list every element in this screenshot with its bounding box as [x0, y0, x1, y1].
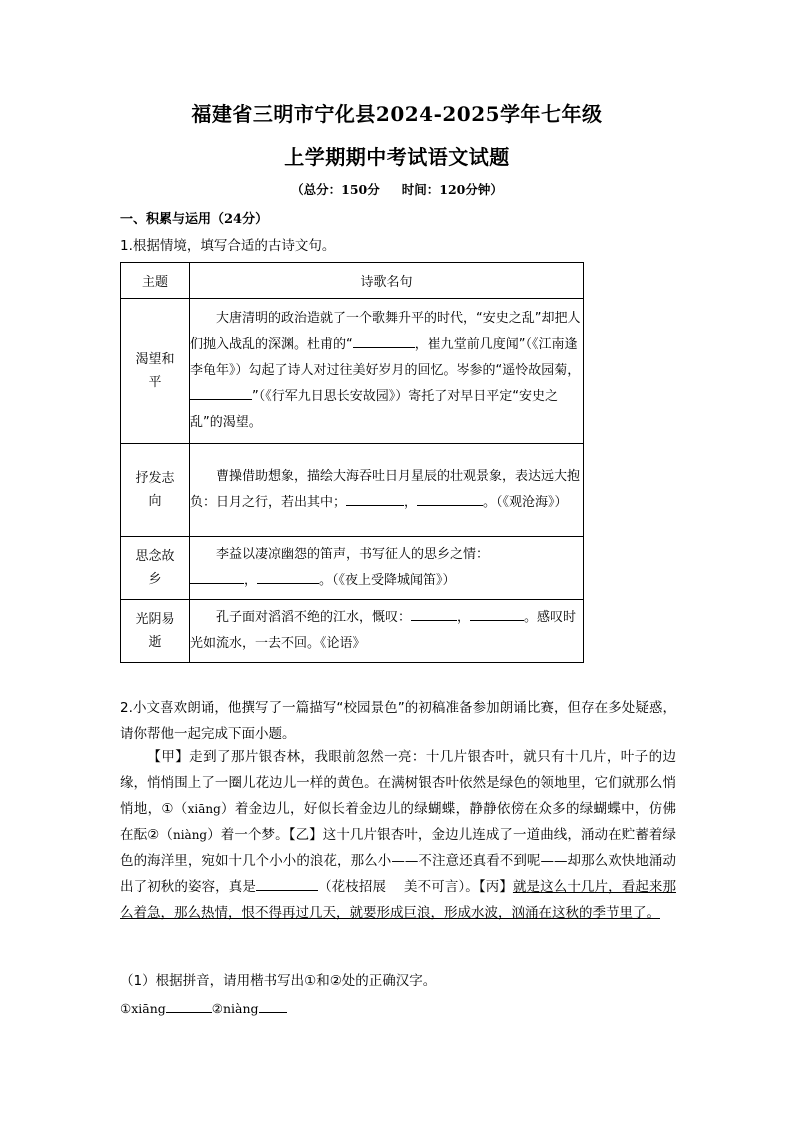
header-poem: 诗歌名句	[190, 263, 584, 299]
theme-cell: 渴望和 平	[121, 299, 190, 444]
answer-blank[interactable]	[190, 569, 244, 584]
answer-blank[interactable]	[190, 385, 252, 400]
title-line-2: 上学期期中考试语文试题	[284, 145, 510, 169]
table-row	[121, 537, 584, 600]
section-heading: 一、积累与运用（24分）	[120, 212, 269, 227]
header-theme: 主题	[121, 263, 190, 299]
poem-cell: 孔子面对滔滔不绝的江水，慨叹： ， 。感叹时光如流水，一去不回。《论语》	[190, 600, 584, 663]
total-score: （总分：150分	[291, 182, 380, 197]
answer-blank[interactable]	[259, 1000, 287, 1013]
poem-cell: 曹操借助想象，描绘大海吞吐日月星辰的壮观景象，表达远大抱负：日月之行，若出其中； ， 。（《观沧海》）	[190, 444, 584, 537]
table-header-row	[121, 263, 584, 299]
table-row	[121, 299, 584, 444]
answer-blank[interactable]	[166, 1000, 212, 1013]
underlined-sentence: 就是这么十几片，看起来那么着急，那么热情，恨不得再过几天，就要形成巨浪，形成水波，汹涌在这秋的季节里了。	[120, 879, 677, 921]
theme-cell: 思念故 乡	[121, 537, 190, 600]
question-2: 2.小文喜欢朗诵，他撰写了一篇描写“校园景色”的初稿准备参加朗诵比赛，但存在多处疑惑，请你帮他一起完成下面小题。	[120, 700, 676, 742]
pinyin-1: xiāng	[187, 802, 221, 816]
theme-cell: 抒发志 向	[121, 444, 190, 537]
answer-blank[interactable]	[470, 606, 524, 621]
answer-blank[interactable]	[256, 876, 318, 891]
answer-blank[interactable]	[257, 569, 319, 584]
passage: 【甲】走到了那片银杏林，我眼前忽然一亮：十几片银杏叶，就只有十几片，叶子的边缘，悄悄围上了一圈儿花边儿一样的黄色。在满树银杏叶依然是绿色的领地里，它们就那么悄悄地，①（xiāng）着金边儿，好似长着金边儿的绿蝴蝶，静静依傍在众多的绿蝴蝶中，仿佛在酝②（niàng）着一个梦。【乙】这十几片银杏叶，金边儿连成了一道曲线，涌动在贮蓄着绿色的海洋里，宛如十几个小小的浪花，那么小——不注意还真看不到呢——却那么欢快地涌动出了初秋的姿容，真是 （花枝招展 美不可言）。【丙】就是这么十几片，看起来那么着急，那么热情，恨不得再过几天，就要形成巨浪，形成水波，汹涌在这秋的季节里了。	[120, 749, 677, 921]
answer-blank[interactable]	[346, 491, 404, 506]
table-row	[121, 444, 584, 537]
exam-meta	[0, 180, 794, 198]
title-line-1: 福建省三明市宁化县2024-2025学年七年级	[191, 102, 603, 126]
pinyin-2: niàng	[172, 828, 208, 842]
question-1: 1.根据情境，填写合适的古诗文句。	[120, 238, 336, 254]
poem-cell: 李益以凄凉幽怨的笛声，书写征人的思乡之情： ， 。（《夜上受降城闻笛》）	[190, 537, 584, 600]
answer-blank[interactable]	[411, 606, 457, 621]
poem-table	[120, 262, 584, 663]
sub-question-1: （1）根据拼音，请用楷书写出①和②处的正确汉字。	[120, 973, 437, 989]
poem-cell: 大唐清明的政治造就了一个歌舞升平的时代，“安史之乱”却把人们抛入战乱的深渊。杜甫的“ ，崔九堂前几度闻”（《江南逢李龟年》）勾起了诗人对过往美好岁月的回忆。岑参的“遥怜故园菊，”（《行军九日思长安故园》）寄托了对早日平定“安史之乱”的渴望。	[190, 299, 584, 444]
answer-blank[interactable]	[353, 333, 415, 348]
sub-question-1-answers: ①xiāng ②niàng	[120, 996, 676, 1022]
answer-blank[interactable]	[417, 491, 483, 506]
exam-time: 时间：120分钟）	[401, 182, 503, 197]
theme-cell: 光阴易 逝	[121, 600, 190, 663]
table-row	[121, 600, 584, 663]
